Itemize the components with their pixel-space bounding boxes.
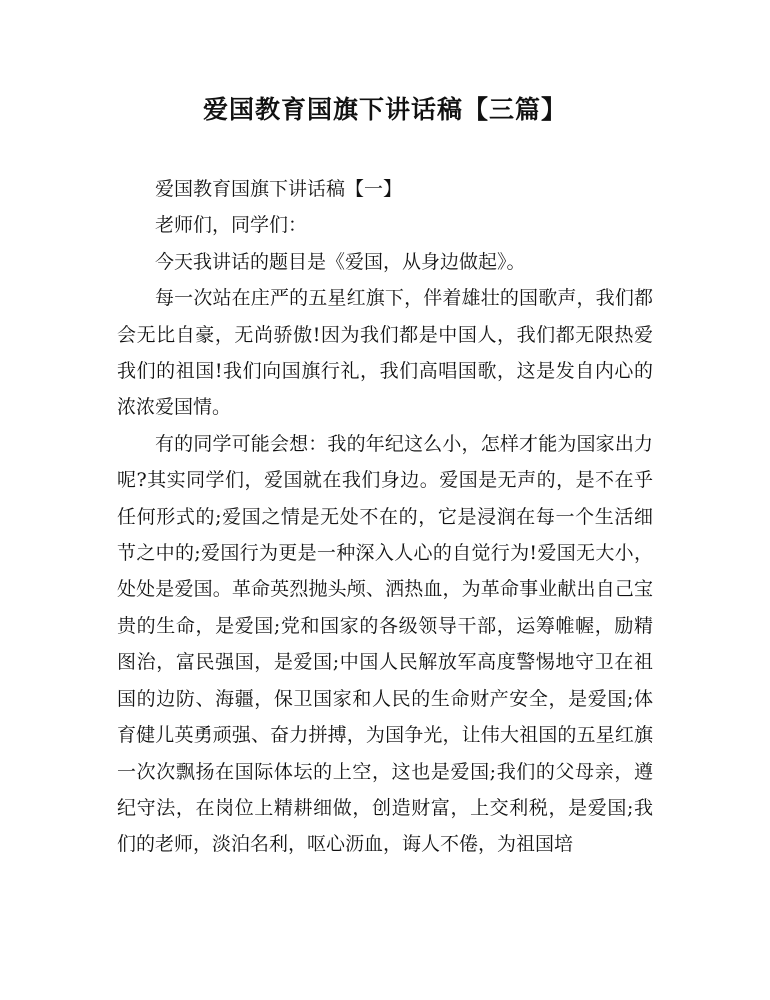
section-heading: 爱国教育国旗下讲话稿【一】 — [155, 178, 403, 200]
document-title: 爱国教育国旗下讲话稿【三篇】 — [202, 95, 567, 124]
body-paragraph-2: 有的同学可能会想：我的年纪这么小，怎样才能为国家出力呢?其实同学们，爱国就在我们身边。爱国是无声的，是不在乎任何形式的;爱国之情是无处不在的，它是浸润在每一个生活细节之中的;爱国行为更是一种深入人心的自觉行为!爱国无大小，处处是爱国。革命英烈抛头颅、洒热血，为革命事业献出自己宝贵的生命，是爱国;党和国家的各级领导干部，运筹帷幄，励精图治，富民强国，是爱国;中国人民解放军高度警惕地守卫在祖国的边防、海疆，保卫国家和人民的生命财产安全，是爱国;体育健儿英勇顽强、奋力拼搏，为国争光，让伟大祖国的五星红旗一次次飘扬在国际体坛的上空，这也是爱国;我们的父母亲，遵纪守法，在岗位上精耕细做，创造财富，上交利税，是爱国;我们的老师，淡泊名利，呕心沥血，诲人不倦，为祖国培 — [117, 432, 653, 856]
body-paragraph-1: 每一次站在庄严的五星红旗下，伴着雄壮的国歌声，我们都会无比自豪，无尚骄傲!因为我们都是中国人，我们都无限热爱我们的祖国!我们向国旗行礼，我们高唱国歌，这是发自内心的浓浓爱国情。 — [117, 287, 653, 419]
greeting-line: 老师们，同学们： — [155, 214, 308, 237]
intro-line: 今天我讲话的题目是《爱国，从身边做起》。 — [155, 250, 526, 273]
